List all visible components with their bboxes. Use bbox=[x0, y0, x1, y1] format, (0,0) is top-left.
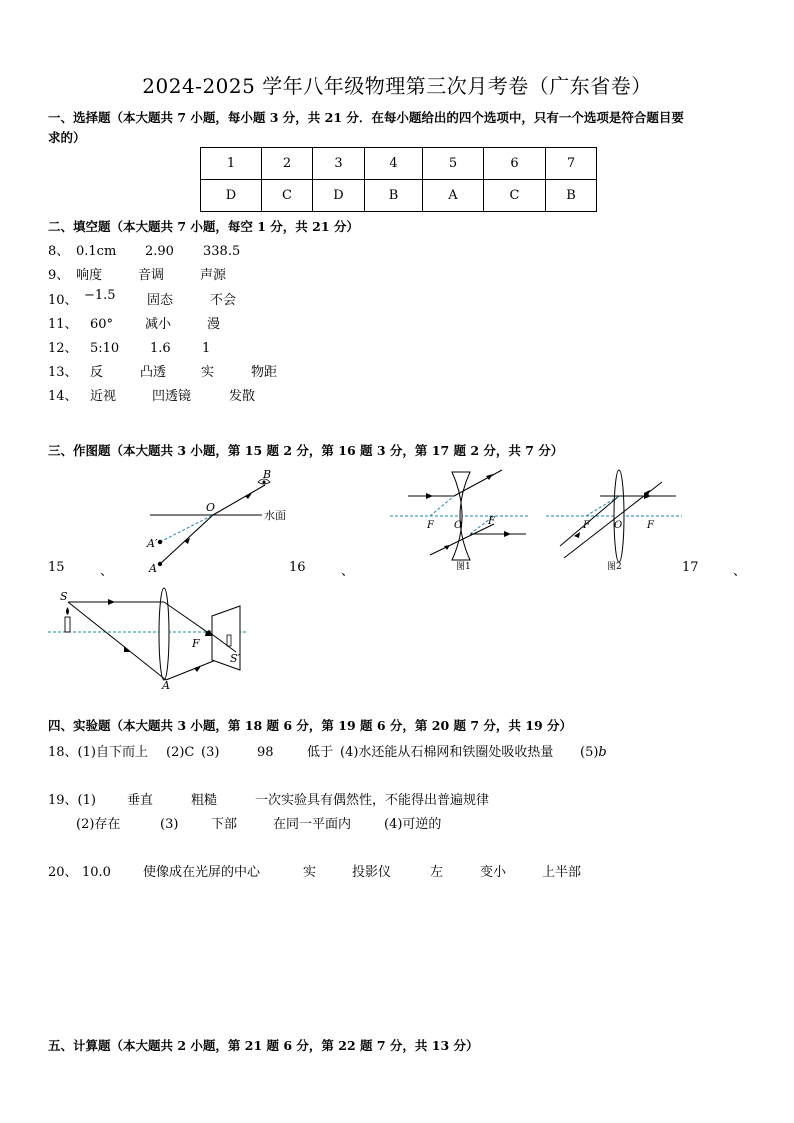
label-water: 水面 bbox=[264, 509, 286, 522]
label-s-prime: S′ bbox=[230, 652, 241, 665]
q17-separator: 、 bbox=[733, 564, 747, 579]
label-f: F bbox=[192, 637, 200, 650]
label-fig2: 图2 bbox=[607, 562, 622, 572]
table-cell: 2 bbox=[262, 148, 313, 180]
answer-text: 粗糙 bbox=[191, 793, 218, 808]
page-title: 2024-2025 学年八年级物理第三次月考卷（广东省卷） bbox=[142, 74, 652, 98]
fill-item-14 bbox=[48, 385, 255, 404]
answer-text: (4)水还能从石棉网和铁圈处吸收热量 bbox=[340, 745, 554, 760]
answer-text: 98 bbox=[257, 745, 274, 760]
table-cell: C bbox=[484, 180, 546, 212]
ray-arrow bbox=[504, 531, 511, 537]
ray-arrow bbox=[426, 493, 433, 499]
answer-text: 0.1cm bbox=[76, 244, 117, 259]
item-number: 9、 bbox=[48, 268, 70, 283]
fill-item-10 bbox=[48, 289, 236, 308]
label-b: B bbox=[263, 468, 272, 481]
label-a: A bbox=[162, 679, 170, 690]
answer-text: 变小 bbox=[480, 865, 507, 880]
fill-item-11 bbox=[48, 313, 220, 332]
answer-text: (5) bbox=[580, 745, 599, 760]
flame-icon bbox=[66, 607, 69, 615]
answer-text: (2)C bbox=[166, 745, 195, 760]
figure-15-refraction bbox=[140, 466, 310, 576]
answer-text: 上半部 bbox=[542, 865, 582, 880]
ray-arrow bbox=[486, 474, 493, 480]
section-4-heading: 四、实验题（本大题共 3 小题，第 18 题 6 分，第 19 题 6 分，第 20 题 7 分，共 19 分） bbox=[48, 718, 573, 733]
answer-text: 20、 bbox=[48, 865, 78, 880]
table-cell: 3 bbox=[313, 148, 365, 180]
answer-text: 1 bbox=[202, 341, 211, 356]
label-o: O bbox=[614, 520, 623, 531]
label-f-left: F bbox=[427, 520, 434, 531]
answer-text: 低于 bbox=[307, 745, 334, 760]
item-number: 8、 bbox=[48, 244, 70, 259]
item-number: 11、 bbox=[48, 317, 78, 332]
answer-text: 减小 bbox=[145, 317, 172, 332]
answer-table-answer-row bbox=[201, 180, 597, 212]
q15-separator: 、 bbox=[100, 564, 114, 579]
answer-text: 反 bbox=[90, 365, 104, 380]
section-3-heading: 三、作图题（本大题共 3 小题，第 15 题 2 分，第 16 题 3 分，第 17 题 2 分，共 7 分） bbox=[48, 443, 564, 458]
answer-text: 在同一平面内 bbox=[273, 817, 352, 832]
answer-text: 发散 bbox=[229, 389, 256, 404]
answer-text: 音调 bbox=[138, 268, 165, 283]
answer-text: 固态 bbox=[147, 293, 174, 308]
label-a: A bbox=[149, 562, 157, 575]
refracted-ray bbox=[213, 485, 265, 515]
table-cell: 1 bbox=[201, 148, 262, 180]
answer-text: 物距 bbox=[251, 365, 278, 380]
item-number: 12、 bbox=[48, 341, 78, 356]
item-number: 10、 bbox=[48, 293, 78, 308]
answer-table-number-row bbox=[201, 148, 597, 180]
answer-text: 使像成在光屏的中心 bbox=[143, 865, 261, 880]
answer-text: 338.5 bbox=[203, 244, 241, 259]
focus-point bbox=[207, 630, 211, 634]
answer-text: (2)存在 bbox=[76, 817, 121, 832]
section-2-heading: 二、填空题（本大题共 7 小题，每空 1 分，共 21 分） bbox=[48, 219, 359, 234]
ray-arrow bbox=[108, 599, 115, 605]
fill-item-8 bbox=[48, 240, 240, 259]
incident-ray bbox=[160, 515, 213, 564]
section-5-heading: 五、计算题（本大题共 2 小题，第 21 题 6 分，第 22 题 7 分，共 13 分） bbox=[48, 1038, 479, 1053]
candle-icon bbox=[65, 617, 70, 632]
q15-number: 15 bbox=[48, 560, 65, 575]
answer-text: 一次实验具有偶然性，不能得出普遍规律 bbox=[255, 793, 490, 808]
item-number: 13、 bbox=[48, 365, 78, 380]
figure-16-concave-lens bbox=[386, 466, 534, 572]
image-candle-icon bbox=[227, 635, 231, 646]
label-fig1: 图1 bbox=[456, 562, 471, 572]
table-cell: 6 bbox=[484, 148, 546, 180]
table-cell: 5 bbox=[423, 148, 484, 180]
label-a-prime: A′ bbox=[147, 537, 158, 550]
answer-text: 凹透镜 bbox=[152, 389, 192, 404]
table-cell: 4 bbox=[365, 148, 423, 180]
answer-text: 漫 bbox=[207, 317, 221, 332]
q20-answer bbox=[48, 861, 581, 880]
point-a bbox=[158, 562, 162, 566]
virtual-ray-dashed bbox=[160, 515, 213, 542]
answer-text: 19、(1) bbox=[48, 793, 96, 808]
label-o: O bbox=[454, 520, 463, 531]
label-f-left: F bbox=[583, 520, 590, 531]
table-cell: B bbox=[365, 180, 423, 212]
label-s: S bbox=[60, 590, 68, 603]
label-f-right: F bbox=[647, 520, 654, 531]
answer-text: 凸透 bbox=[140, 365, 167, 380]
answer-text: b bbox=[598, 745, 607, 760]
figure-17-lens-image bbox=[44, 586, 264, 690]
answer-text: (4)可逆的 bbox=[384, 817, 442, 832]
answer-text: −1.5 bbox=[84, 288, 116, 303]
answer-text: 2.90 bbox=[145, 244, 174, 259]
label-o: O bbox=[206, 501, 216, 514]
answer-text: 不会 bbox=[210, 293, 237, 308]
q16-number: 16 bbox=[289, 560, 306, 575]
answer-text: (3) bbox=[160, 817, 179, 832]
section-1-heading-cont: 求的） bbox=[48, 130, 86, 145]
item-number: 14、 bbox=[48, 389, 78, 404]
convex-lens-shape bbox=[614, 470, 624, 562]
fill-item-12 bbox=[48, 337, 210, 356]
q19-answer-line-2 bbox=[76, 813, 441, 832]
answer-text: 投影仪 bbox=[352, 865, 392, 880]
q16-separator: 、 bbox=[341, 564, 355, 579]
answer-text: 实 bbox=[303, 865, 317, 880]
answer-text: 响度 bbox=[76, 268, 103, 283]
fill-item-13 bbox=[48, 361, 277, 380]
answer-text: 10.0 bbox=[82, 865, 111, 880]
q18-answer bbox=[48, 741, 607, 760]
q17-number: 17 bbox=[682, 560, 699, 575]
table-cell: A bbox=[423, 180, 484, 212]
answer-text: 实 bbox=[201, 365, 215, 380]
section-1-heading: 一、选择题（本大题共 7 小题，每小题 3 分，共 21 分．在每小题给出的四个选项中，只有一个选项是符合题目要 bbox=[48, 110, 684, 125]
answer-text: 声源 bbox=[200, 268, 227, 283]
answer-text: 60° bbox=[90, 317, 114, 332]
table-cell: B bbox=[546, 180, 597, 212]
point-a-prime bbox=[158, 540, 162, 544]
label-f-right: F bbox=[488, 516, 495, 527]
answer-table bbox=[200, 147, 597, 212]
extension-dashed bbox=[430, 496, 454, 516]
answer-text: (3) bbox=[201, 745, 220, 760]
table-cell: C bbox=[262, 180, 313, 212]
table-cell: D bbox=[313, 180, 365, 212]
answer-text: 18、(1)自下而上 bbox=[48, 745, 148, 760]
answer-text: 近视 bbox=[90, 389, 117, 404]
answer-text: 下部 bbox=[211, 817, 238, 832]
table-cell: 7 bbox=[546, 148, 597, 180]
answer-text: 左 bbox=[430, 865, 444, 880]
fill-item-9 bbox=[48, 264, 226, 283]
q19-answer-line-1 bbox=[48, 789, 489, 808]
figure-16-convex-lens bbox=[544, 466, 686, 572]
answer-text: 垂直 bbox=[127, 793, 154, 808]
answer-text: 1.6 bbox=[150, 341, 171, 356]
ray-to-lens-bottom bbox=[68, 602, 166, 680]
answer-text: 5:10 bbox=[90, 341, 120, 356]
table-cell: D bbox=[201, 180, 262, 212]
